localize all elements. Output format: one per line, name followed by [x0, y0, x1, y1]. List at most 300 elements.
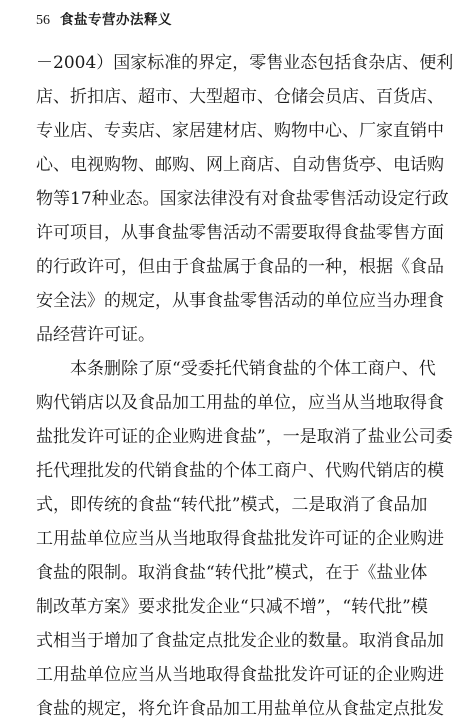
text-glyph: 当	[172, 529, 189, 549]
text-glyph: 品	[274, 257, 291, 277]
text-glyph: 模	[427, 461, 444, 481]
text-glyph: 大	[189, 87, 206, 107]
text-glyph: 转	[214, 563, 232, 583]
text-glyph: 货	[393, 87, 410, 107]
running-title: 食盐专营办法释义	[60, 12, 172, 28]
text-glyph: 购	[410, 529, 427, 549]
text-glyph: 模	[240, 495, 258, 515]
text-glyph: 、	[121, 87, 138, 107]
text-glyph: 盐	[70, 665, 87, 685]
text-glyph: 可	[325, 665, 342, 685]
text-glyph: 食	[342, 699, 359, 719]
text-glyph: 的	[36, 257, 53, 277]
text-glyph: 户	[291, 461, 308, 481]
text-glyph: 业	[172, 427, 189, 447]
text-glyph: 是	[299, 427, 317, 447]
text-glyph: 卖	[121, 121, 138, 141]
text-glyph: 行	[53, 257, 70, 277]
text-glyph: 会	[308, 87, 325, 107]
text-glyph: 批	[385, 597, 403, 617]
text-glyph: 发	[189, 597, 206, 617]
text-glyph: 企	[376, 529, 393, 549]
text-glyph: 批	[172, 597, 189, 617]
text-glyph: 购	[36, 393, 53, 413]
text-glyph: 用	[206, 393, 223, 413]
text-glyph: 盐	[189, 461, 206, 481]
text-glyph: 17	[70, 189, 92, 209]
text-glyph: 国	[159, 189, 177, 209]
text-glyph: 家	[176, 189, 194, 209]
text-glyph: 定	[376, 699, 393, 719]
text-glyph: 许	[87, 257, 104, 277]
text-glyph: 建	[206, 121, 223, 141]
text-glyph: 种	[325, 257, 342, 277]
text-glyph: 体	[333, 359, 351, 379]
text-glyph: 动	[291, 291, 308, 311]
text-glyph: 当	[70, 631, 87, 651]
text-glyph: 材	[223, 121, 240, 141]
text-glyph: 安	[36, 291, 53, 311]
text-glyph: 由	[155, 257, 172, 277]
text-glyph: 了	[138, 359, 155, 379]
text-glyph: 发	[240, 631, 257, 651]
text-glyph: 超	[223, 87, 240, 107]
text-glyph: 视	[87, 155, 104, 175]
text-line: 品经营许可证。	[36, 325, 155, 345]
text-glyph: 可	[325, 529, 342, 549]
text-glyph: 购	[189, 427, 206, 447]
text-glyph: 仓	[274, 87, 291, 107]
text-glyph: 量	[325, 631, 342, 651]
text-glyph: 中	[427, 121, 444, 141]
text-glyph: 要	[138, 597, 155, 617]
text-glyph: 要	[291, 223, 308, 243]
text-glyph: 用	[257, 699, 274, 719]
text-glyph: 于	[240, 257, 257, 277]
text-glyph: 理	[410, 291, 427, 311]
text-glyph: 、	[274, 155, 291, 175]
text-glyph: 购	[427, 155, 444, 175]
text-glyph: 许	[308, 529, 325, 549]
text-glyph: ，	[121, 699, 138, 719]
text-glyph: 进	[427, 665, 444, 685]
text-glyph: ，	[342, 257, 359, 277]
text-glyph: 式	[291, 563, 309, 583]
text-glyph: 加	[410, 495, 428, 515]
text-glyph: 企	[376, 665, 393, 685]
text-glyph: 食	[410, 257, 427, 277]
text-glyph: 食	[240, 529, 257, 549]
text-glyph: 动	[363, 189, 381, 209]
text-glyph: 案	[104, 597, 121, 617]
text-glyph: 的	[138, 427, 155, 447]
text-glyph: 位	[104, 665, 121, 685]
text-glyph: 店	[257, 155, 274, 175]
text-glyph: 食	[240, 665, 257, 685]
text-glyph: 转	[180, 495, 198, 515]
text-glyph: 、	[189, 155, 206, 175]
body-text	[36, 46, 453, 726]
text-glyph: ”	[231, 495, 241, 515]
text-glyph: 委	[435, 427, 453, 447]
text-glyph: 的	[181, 53, 199, 73]
text-glyph: 购	[172, 155, 189, 175]
text-glyph: 工	[36, 529, 53, 549]
text-glyph: 、	[402, 53, 420, 73]
text-glyph: 食	[172, 563, 189, 583]
text-glyph: 的	[359, 665, 376, 685]
text-glyph: 市	[240, 87, 257, 107]
text-glyph: 户	[384, 359, 402, 379]
text-glyph: 员	[325, 87, 342, 107]
text-glyph: 盐	[257, 529, 274, 549]
text-glyph: 店	[240, 121, 257, 141]
page-number: 56	[36, 13, 50, 28]
text-glyph: 购	[274, 121, 291, 141]
text-glyph: 盐	[240, 427, 257, 447]
text-glyph: 品	[410, 631, 427, 651]
text-glyph: 规	[87, 699, 104, 719]
text-glyph: 食	[257, 257, 274, 277]
text-glyph: 属	[223, 257, 240, 277]
text-glyph: 受	[180, 359, 198, 379]
text-glyph: 的	[70, 699, 87, 719]
text-glyph: 、	[359, 87, 376, 107]
text-glyph: 取	[316, 427, 334, 447]
text-glyph: 销	[410, 121, 427, 141]
text-glyph: 增	[104, 631, 121, 651]
text-glyph: 单	[87, 665, 104, 685]
text-glyph: 地	[189, 529, 206, 549]
text-glyph: 食	[351, 53, 369, 73]
text-glyph: 购	[410, 665, 427, 685]
text-glyph: 食	[342, 223, 359, 243]
text-glyph: 体	[410, 563, 428, 583]
text-line	[36, 182, 449, 216]
text-glyph: 盐	[376, 563, 394, 583]
text-glyph: 于	[172, 257, 189, 277]
text-glyph: 货	[342, 155, 359, 175]
text-glyph: 代	[359, 461, 376, 481]
text-glyph: 、	[376, 155, 393, 175]
text-glyph: 零	[189, 223, 206, 243]
text-glyph: 、	[155, 121, 172, 141]
text-glyph: 的	[299, 359, 317, 379]
text-glyph: 消	[155, 563, 172, 583]
text-glyph: 工	[350, 359, 368, 379]
text-glyph: 定	[397, 189, 415, 209]
text-glyph: 便	[419, 53, 437, 73]
text-glyph: 本	[70, 359, 87, 379]
text-glyph: 标	[147, 53, 165, 73]
text-glyph: 《	[359, 563, 377, 583]
text-glyph: 售	[325, 155, 342, 175]
text-glyph: 得	[223, 665, 240, 685]
text-glyph: 取	[206, 665, 223, 685]
text-glyph: 零	[240, 291, 257, 311]
text-glyph: 统	[104, 495, 121, 515]
text-glyph: 加	[121, 631, 138, 651]
text-glyph: 转	[351, 597, 369, 617]
text-glyph: 、	[53, 155, 70, 175]
text-glyph: 发	[291, 665, 308, 685]
text-glyph: 》	[87, 291, 104, 311]
text-glyph: 证	[342, 665, 359, 685]
text-glyph: 当	[325, 393, 342, 413]
text-line	[36, 590, 428, 624]
text-glyph: 售	[266, 53, 284, 73]
text-glyph: 食	[427, 291, 444, 311]
text-glyph: 可	[104, 257, 121, 277]
text-glyph: 盐	[155, 495, 172, 515]
text-glyph: 售	[206, 223, 223, 243]
text-glyph: 进	[206, 427, 223, 447]
text-glyph: 代	[53, 461, 70, 481]
text-glyph: 工	[36, 665, 53, 685]
text-glyph: 店	[385, 53, 403, 73]
text-glyph: 应	[359, 291, 376, 311]
text-glyph: 批	[410, 699, 427, 719]
text-glyph: ）	[96, 53, 114, 73]
text-glyph: 品	[393, 495, 411, 515]
text-glyph: 食	[206, 291, 223, 311]
text-glyph: 商	[274, 461, 291, 481]
text-glyph: 食	[223, 427, 240, 447]
text-glyph: ”	[402, 597, 411, 617]
text-glyph: 加	[172, 393, 189, 413]
text-glyph: 许	[172, 699, 189, 719]
text-glyph: 、	[342, 121, 359, 141]
text-glyph: 取	[308, 223, 325, 243]
text-glyph: 体	[240, 461, 257, 481]
text-glyph: 地	[376, 393, 393, 413]
text-glyph: 店	[104, 87, 121, 107]
text-glyph: 盐	[70, 529, 87, 549]
text-glyph: 企	[206, 597, 223, 617]
text-glyph: 应	[121, 529, 138, 549]
text-glyph: 代	[197, 495, 215, 515]
text-glyph: 当	[359, 393, 376, 413]
text-glyph: 行	[414, 189, 432, 209]
text-glyph: 邮	[155, 155, 172, 175]
text-glyph: 物	[291, 121, 308, 141]
text-glyph: 销	[155, 461, 172, 481]
text-glyph: 制	[104, 563, 121, 583]
text-glyph: 法	[193, 189, 211, 209]
page-header	[36, 8, 172, 34]
text-glyph: 发	[104, 461, 121, 481]
text-glyph: 盐	[359, 699, 376, 719]
text-glyph: 批	[274, 665, 291, 685]
text-glyph: 业	[393, 529, 410, 549]
text-glyph: 许	[36, 223, 53, 243]
text-glyph: “	[172, 359, 181, 379]
text-glyph: 的	[104, 291, 121, 311]
text-glyph: 的	[359, 529, 376, 549]
text-glyph: 在	[325, 563, 343, 583]
text-glyph: 盐	[36, 427, 53, 447]
text-glyph: 食	[376, 495, 394, 515]
text-glyph: 动	[240, 223, 257, 243]
text-glyph: 将	[138, 699, 155, 719]
text-glyph: 当	[376, 291, 393, 311]
text-glyph: 食	[155, 223, 172, 243]
text-line	[36, 624, 444, 658]
text-glyph: 物	[36, 189, 53, 209]
text-glyph: 的	[291, 257, 308, 277]
text-glyph: 品	[427, 257, 444, 277]
text-glyph: 上	[223, 155, 240, 175]
text-glyph: 单	[325, 291, 342, 311]
text-glyph: 居	[189, 121, 206, 141]
text-glyph: 目	[87, 223, 104, 243]
text-glyph: 、	[427, 87, 444, 107]
text-glyph: 政	[70, 257, 87, 277]
text-glyph: 理	[70, 461, 87, 481]
text-glyph: 零	[249, 53, 267, 73]
text-glyph: 食	[172, 461, 189, 481]
text-glyph: 自	[291, 155, 308, 175]
text-glyph: 限	[87, 563, 104, 583]
text-glyph: 可	[104, 427, 121, 447]
text-glyph: 托	[214, 359, 232, 379]
text-glyph: 消	[342, 495, 360, 515]
text-glyph: 设	[380, 189, 398, 209]
text-glyph: 批	[53, 427, 70, 447]
text-glyph: 可	[53, 223, 70, 243]
text-glyph: 当	[172, 665, 189, 685]
text-glyph: 用	[53, 529, 70, 549]
text-glyph: 活	[223, 223, 240, 243]
text-glyph: 代	[231, 563, 249, 583]
text-glyph: 盐	[53, 563, 70, 583]
text-glyph: 电	[393, 155, 410, 175]
text-glyph: 位	[274, 393, 291, 413]
text-glyph: 包	[317, 53, 335, 73]
text-glyph: 盐	[274, 699, 291, 719]
text-glyph: 取	[206, 529, 223, 549]
text-glyph: 活	[346, 189, 364, 209]
text-glyph: 取	[325, 495, 343, 515]
text-glyph: 面	[427, 223, 444, 243]
text-glyph: 活	[274, 291, 291, 311]
text-glyph: 条	[87, 359, 104, 379]
text-glyph: 只	[248, 597, 266, 617]
text-glyph: 态	[125, 189, 143, 209]
text-glyph: 律	[210, 189, 228, 209]
text-glyph: 位	[342, 291, 359, 311]
text-glyph: 、	[257, 121, 274, 141]
paragraph-indent	[36, 352, 70, 386]
text-glyph: 代	[138, 461, 155, 481]
text-glyph: 品	[206, 699, 223, 719]
text-glyph: 定	[189, 631, 206, 651]
text-glyph: 盐	[367, 427, 385, 447]
text-glyph: ，	[53, 495, 70, 515]
text-glyph: ，	[232, 53, 250, 73]
text-glyph: 2004	[53, 53, 97, 73]
text-line	[36, 692, 444, 726]
text-glyph: 个	[223, 461, 240, 481]
text-glyph: ”	[316, 597, 326, 617]
text-glyph: 事	[138, 223, 155, 243]
text-glyph: 减	[265, 597, 283, 617]
text-glyph: 店	[410, 87, 427, 107]
text-glyph: 一	[282, 427, 300, 447]
text-line	[36, 250, 444, 284]
text-glyph: “	[342, 597, 352, 617]
text-glyph: 从	[325, 699, 342, 719]
text-glyph: 于	[342, 563, 360, 583]
text-glyph: 但	[138, 257, 155, 277]
text-glyph: 业	[274, 631, 291, 651]
text-glyph: 批	[248, 563, 266, 583]
text-glyph: 国	[113, 53, 131, 73]
text-glyph: 式	[36, 631, 53, 651]
text-glyph: 、	[53, 87, 70, 107]
text-line	[36, 386, 444, 420]
text-glyph: 、	[257, 87, 274, 107]
text-glyph: 百	[376, 87, 393, 107]
text-glyph: 盐	[53, 699, 70, 719]
text-glyph: 盐	[223, 393, 240, 413]
text-glyph: 销	[248, 359, 266, 379]
text-glyph: 店	[36, 87, 53, 107]
text-glyph: 心	[325, 121, 342, 141]
text-glyph: 食	[427, 393, 444, 413]
text-glyph: 加	[223, 699, 240, 719]
text-glyph: 不	[257, 223, 274, 243]
text-glyph: 动	[308, 155, 325, 175]
text-glyph: 扣	[87, 87, 104, 107]
text-glyph: 点	[206, 631, 223, 651]
text-glyph: 项	[70, 223, 87, 243]
text-glyph: 取	[393, 393, 410, 413]
text-glyph: 据	[376, 257, 393, 277]
text-glyph: 方	[87, 597, 104, 617]
text-glyph: 、	[138, 155, 155, 175]
text-glyph: 。	[342, 631, 359, 651]
text-glyph: 单	[291, 699, 308, 719]
text-glyph: ，	[308, 563, 326, 583]
text-glyph: 批	[214, 495, 232, 515]
text-glyph: 折	[70, 87, 87, 107]
text-glyph: 专	[36, 121, 53, 141]
text-glyph: 司	[418, 427, 436, 447]
text-glyph: 种	[91, 189, 109, 209]
text-glyph: 当	[138, 529, 155, 549]
text-glyph: 式	[257, 495, 275, 515]
text-glyph: 需	[274, 223, 291, 243]
text-glyph: 店	[342, 87, 359, 107]
text-glyph: 的	[206, 461, 223, 481]
text-glyph: 盐	[189, 563, 206, 583]
text-glyph: 售	[393, 223, 410, 243]
text-glyph: 许	[87, 427, 104, 447]
text-glyph: 食	[138, 393, 155, 413]
text-glyph: 进	[427, 529, 444, 549]
text-glyph: 态	[300, 53, 318, 73]
text-glyph: “	[172, 495, 181, 515]
text-glyph: 亭	[359, 155, 376, 175]
text-glyph: 定	[104, 699, 121, 719]
text-glyph: 从	[155, 665, 172, 685]
text-glyph: 盐	[282, 359, 300, 379]
text-glyph: 业	[393, 665, 410, 685]
text-glyph: 位	[104, 529, 121, 549]
text-glyph: 企	[155, 427, 172, 447]
text-glyph: 除	[121, 359, 138, 379]
